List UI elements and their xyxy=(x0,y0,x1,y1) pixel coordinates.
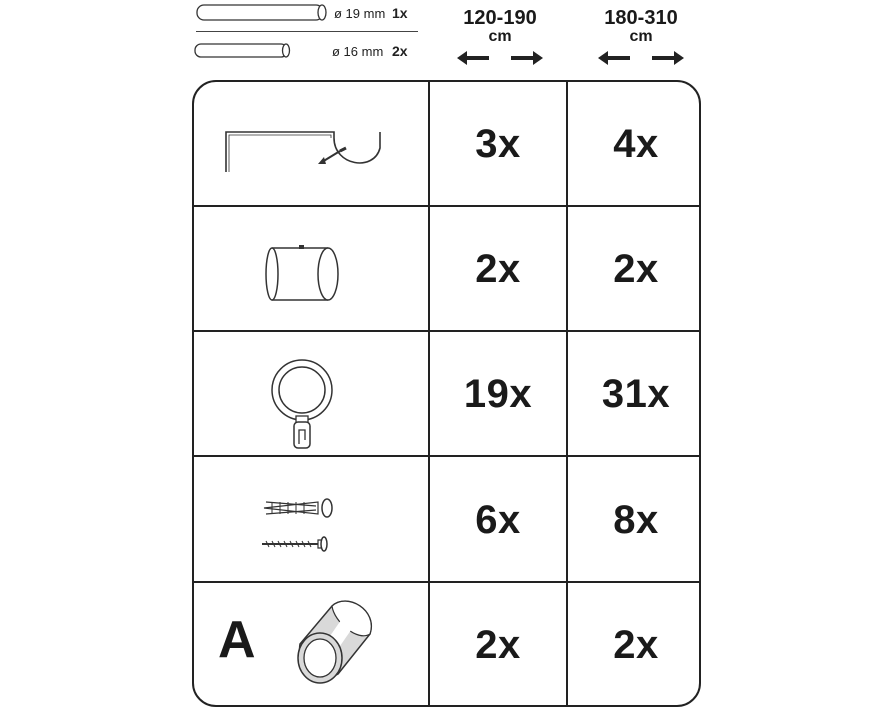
range-short-unit: cm xyxy=(488,28,512,45)
count-cell: 2x xyxy=(475,623,521,667)
range-short-value: 120-190 xyxy=(463,7,537,29)
count-cell: 2x xyxy=(613,623,659,667)
range-long xyxy=(571,7,711,67)
rod-16mm-diameter: ø 16 mm xyxy=(332,44,384,59)
double-arrow-icon xyxy=(457,49,543,67)
count-cell: 3x xyxy=(475,122,521,166)
rod-19mm-count: 1x xyxy=(392,5,408,21)
row-divider xyxy=(194,205,699,207)
bracket-icon xyxy=(222,126,388,174)
rod-19mm-diameter: ø 19 mm xyxy=(334,6,386,21)
count-cell: 6x xyxy=(475,498,521,542)
curtain-ring-icon xyxy=(270,352,340,452)
connector-sleeve-icon xyxy=(292,596,376,686)
range-long-unit: cm xyxy=(629,28,653,45)
count-cell: 2x xyxy=(475,247,521,291)
rods-divider xyxy=(196,31,418,32)
row-divider xyxy=(194,330,699,332)
row-divider xyxy=(194,581,699,583)
screw-and-anchor-icon xyxy=(260,494,340,556)
count-cell: 19x xyxy=(463,372,533,416)
row-divider xyxy=(194,455,699,457)
count-cell: 2x xyxy=(613,247,659,291)
count-cell: 31x xyxy=(601,372,671,416)
double-arrow-icon xyxy=(598,49,684,67)
parts-table xyxy=(192,80,701,707)
rod-16mm-count: 2x xyxy=(392,43,408,59)
rod-16mm-icon xyxy=(194,42,294,60)
count-cell: 8x xyxy=(613,498,659,542)
end-cap-icon xyxy=(264,242,344,306)
range-short xyxy=(430,7,570,67)
count-cell: 4x xyxy=(613,122,659,166)
rod-19mm-icon xyxy=(196,3,330,23)
range-long-value: 180-310 xyxy=(604,7,678,29)
part-letter-label: A xyxy=(218,611,256,669)
